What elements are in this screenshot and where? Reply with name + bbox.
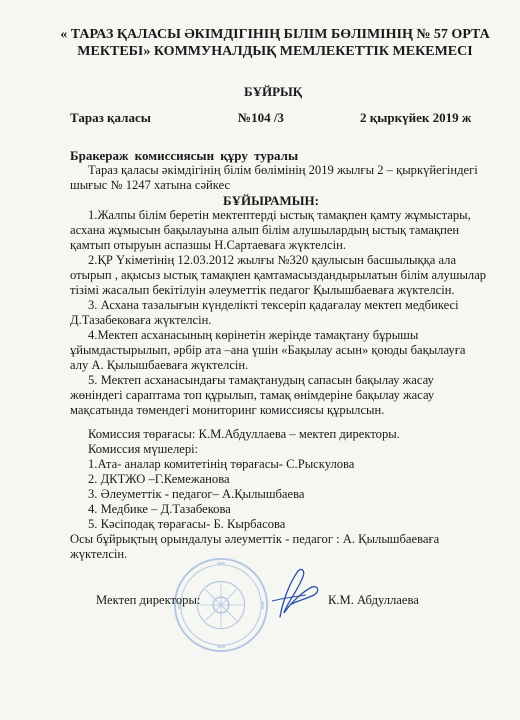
item-4-line-3: алу А. Қылышбаеваға жүктелсін. xyxy=(70,358,249,372)
item-1-line-1: 1.Жалпы білім беретін мектептерді ыстық тамақпен қамту жұмыстары, xyxy=(88,208,471,222)
item-2-line-1: 2.ҚР Үкіметінің 12.03.2012 жылғы №320 қаулысын басшылыққа ала xyxy=(88,253,457,267)
preamble-line-2: шығыс № 1247 хатына сәйкес xyxy=(70,178,231,192)
item-2-line-3: тізімі жасалып бекітілуін әлеуметтік педагог Қылышбаеваға жүктелсін. xyxy=(70,283,455,297)
document-type: БҰЙРЫҚ xyxy=(244,84,303,99)
commission-member: 3. Әлеуметтік - педагог– А.Қылышбаева xyxy=(88,487,305,501)
item-2-line-2: отырып , ақысыз ыстық тамақпен қамтамасыздандырылатын білім алушылар xyxy=(70,268,487,282)
commission-chair: Комиссия төрағасы: К.М.Абдуллаева – мектеп директоры. xyxy=(88,427,400,441)
item-3-line-1: 3. Асхана тазалығын күнделікті тексеріп қадағалау мектеп медбикесі xyxy=(88,298,459,312)
meta-date: 2 қыркүйек 2019 ж xyxy=(360,110,472,125)
item-3-line-2: Д.Тазабековаға жүктелсін. xyxy=(70,313,212,327)
preamble-line-1: Тараз қаласы әкімдігінің білім бөлімінің 2019 жылғы 2 – қыркүйегіндегі xyxy=(88,163,478,177)
commission-member: 2. ДКТЖО –Г.Кемежанова xyxy=(88,472,230,486)
commission-member: 5. Кәсіподақ төрағасы- Б. Кырбасова xyxy=(88,517,286,531)
header-line-1: « ТАРАЗ ҚАЛАСЫ ӘКІМДІГІНІҢ БІЛІМ БӨЛІМІНІҢ № 57 ОРТА xyxy=(60,27,490,42)
item-1-line-3: қамтып отыруын аспазшы Н.Сартаеваға жүктелсін. xyxy=(70,238,346,252)
document-subject: Бракераж комиссиясын құру туралы xyxy=(70,148,299,163)
item-5-line-2: жөніндегі сараптама топ құрылып, тамақ өнімдеріне бақылау жасау xyxy=(70,388,435,402)
commission-members-title: Комиссия мүшелері: xyxy=(88,442,199,456)
closing-line-2: жүктелсін. xyxy=(70,547,128,561)
signature-name: К.М. Абдуллаева xyxy=(328,593,419,607)
meta-number: №104 /3 xyxy=(238,110,284,125)
item-5-line-3: мақсатында төмендегі мониторинг комиссиясы құрылсын. xyxy=(70,403,385,417)
commission-member: 1.Ата- аналар комитетінің төрағасы- С.Рыскулова xyxy=(88,457,355,471)
order-word: БҰЙЫРАМЫН: xyxy=(223,193,320,208)
closing-line-1: Осы бұйрықтың орындалуы әлеуметтік - педагог : А. Қылышбаеваға xyxy=(70,532,440,546)
header-line-2: МЕКТЕБІ» КОММУНАЛДЫҚ МЕМЛЕКЕТТІК МЕКЕМЕСІ xyxy=(77,44,473,59)
handwritten-signature xyxy=(262,565,324,621)
meta-city: Тараз қаласы xyxy=(70,110,151,125)
commission-member: 4. Медбике – Д.Тазабекова xyxy=(88,502,231,516)
item-5-line-1: 5. Мектеп асханасындағы тамақтанудың сапасын бақылау жасау xyxy=(88,373,434,387)
item-4-line-1: 4.Мектеп асханасының көрінетін жерінде тамақтану бұрышы xyxy=(88,328,419,342)
institution-header xyxy=(60,26,490,60)
item-1-line-2: асхана жұмысын бақылауына алып білім алушылардың ыстық тамақпен xyxy=(70,223,460,237)
item-4-line-2: ұйымдастырылып, әрбір ата –ана үшін «Бақылау асын» қоюды бақылауға xyxy=(70,343,466,357)
signature-title: Мектеп директоры: xyxy=(96,593,201,607)
